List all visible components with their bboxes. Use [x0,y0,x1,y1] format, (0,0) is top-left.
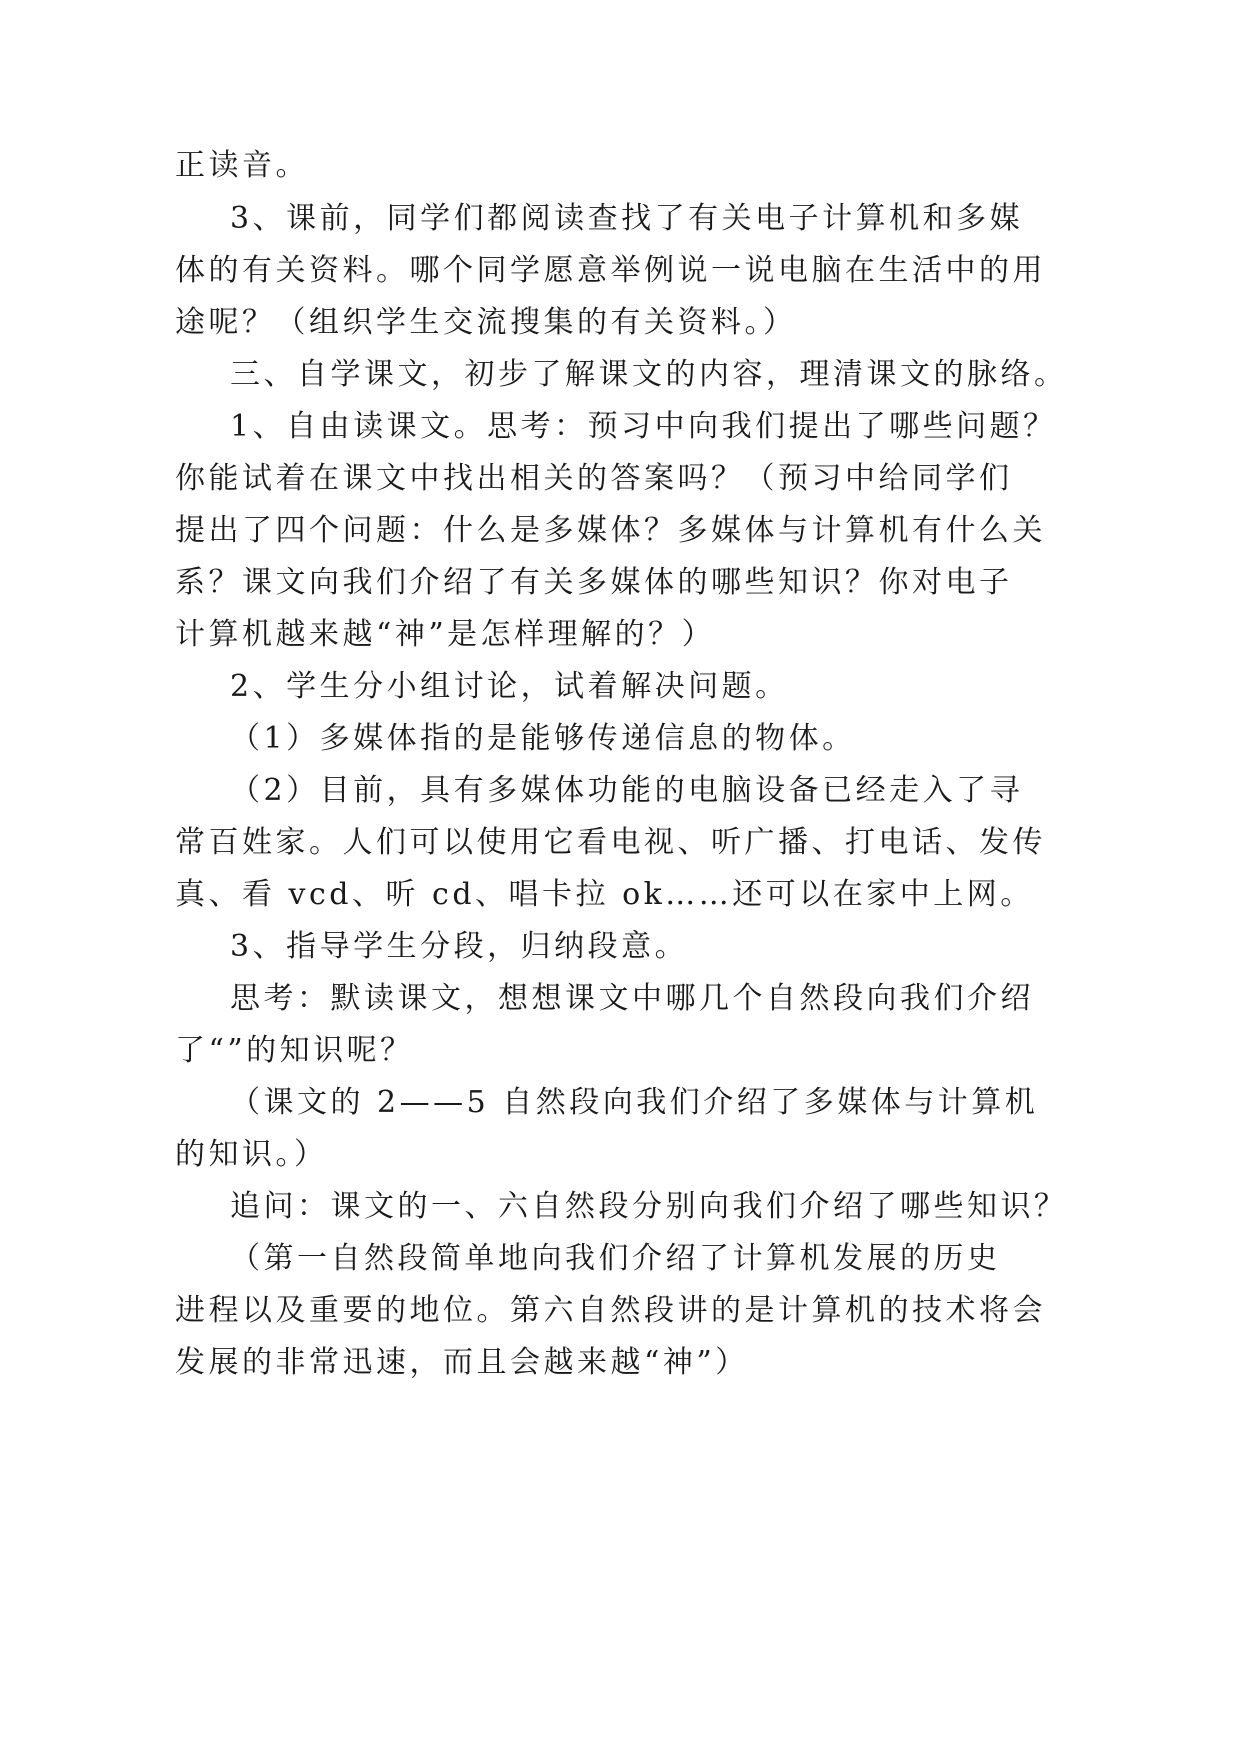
text-line: 了“”的知识呢？ [175,1033,414,1068]
text-line: 1、自由读课文。思考：预习中向我们提出了哪些问题？ [230,409,1057,444]
text-line: 思考：默读课文，想想课文中哪几个自然段向我们介绍 [230,981,1034,1016]
text-line: （1）多媒体指的是能够传递信息的物体。 [230,721,856,756]
text-line: 3、课前，同学们都阅读查找了有关电子计算机和多媒 [230,201,1024,236]
text-line: 体的有关资料。哪个同学愿意举例说一说电脑在生活中的用 [175,253,1046,288]
text-line: 计算机越来越“神”是怎样理解的？） [175,617,716,652]
text-line: 三、自学课文，初步了解课文的内容，理清课文的脉络。 [230,357,1068,392]
text-line: 2、学生分小组讨论，试着解决问题。 [230,669,789,704]
text-line: 途呢？（组织学生交流搜集的有关资料。） [175,305,797,340]
text-line: 正读音。 [175,148,309,183]
text-line: 真、看 vcd、听 cd、唱卡拉 ok……还可以在家中上网。 [175,877,1034,912]
text-line: 你能试着在课文中找出相关的答案吗？（预习中给同学们 [175,461,1013,496]
text-line: 的知识。） [175,1137,328,1172]
text-line: （课文的 2——5 自然段向我们介绍了多媒体与计算机 [230,1085,1039,1120]
text-line: 追问：课文的一、六自然段分别向我们介绍了哪些知识？ [230,1189,1068,1224]
text-line: 3、指导学生分段，归纳段意。 [230,929,689,964]
text-line: 常百姓家。人们可以使用它看电视、听广播、打电话、发传 [175,825,1046,860]
text-line: 进程以及重要的地位。第六自然段讲的是计算机的技术将会 [175,1293,1046,1328]
text-line: 系？课文向我们介绍了有关多媒体的哪些知识？你对电子 [175,565,1013,600]
text-line: 发展的非常迅速，而且会越来越“神”） [175,1345,749,1380]
text-line: （2）目前，具有多媒体功能的电脑设备已经走入了寻 [230,773,1024,808]
text-line: 提出了四个问题：什么是多媒体？多媒体与计算机有什么关 [175,513,1046,548]
text-line: （第一自然段简单地向我们介绍了计算机发展的历史 [230,1241,1001,1276]
